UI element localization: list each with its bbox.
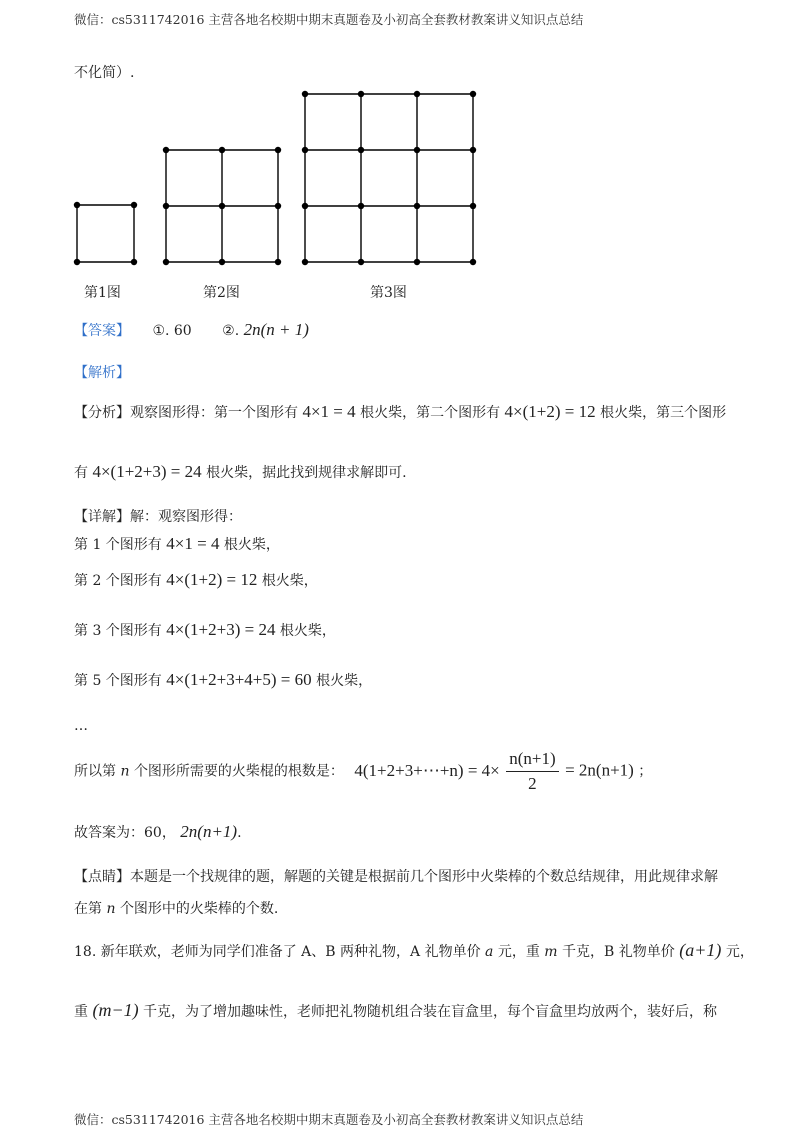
detail-intro-text: 解：观察图形得： — [130, 509, 242, 525]
fenxi-tag: 【分析】 — [74, 405, 130, 421]
answer-tag: 【答案】 — [74, 323, 130, 339]
detail-l2-math: 4×(1+2) = 12 — [166, 570, 258, 589]
detail-line-5 — [74, 670, 372, 690]
comment-n: n — [106, 901, 116, 917]
grid-node — [302, 203, 308, 209]
grid-node — [358, 147, 364, 153]
fenxi-text-2: 根火柴，第二个图形有 — [360, 405, 501, 421]
q18-text-2a: 重 — [74, 1004, 88, 1020]
general-formula-right: = 2n(n+1) — [565, 760, 634, 780]
fenxi-text-5: 根火柴，据此找到规律求解即可. — [206, 465, 407, 481]
grid-node — [358, 91, 364, 97]
comment-line-2 — [74, 898, 278, 918]
fraction-denominator: 2 — [528, 774, 537, 793]
comment-text-1: 本题是一个找规律的题，解题的关键是根据前几个图形中火柴棒的个数总结规律，用此规律求解 — [130, 869, 718, 885]
analysis-tag: 【解析】 — [74, 365, 130, 381]
grid-node — [131, 202, 137, 208]
fenxi-text-4: 有 — [74, 465, 88, 481]
page-footer: 微信：cs5311742016 主营各地名校期中期末真题卷及小初高全套教材教案讲义知识点总结 — [74, 1112, 584, 1127]
grid-node — [275, 147, 281, 153]
fenxi-line-2 — [74, 462, 407, 482]
detail-l5-tail: 根火柴， — [316, 673, 373, 689]
fraction-numerator: n(n+1) — [506, 748, 558, 772]
detail-conclusion — [74, 822, 242, 842]
comment-tag: 【点睛】 — [74, 869, 130, 885]
grid-node — [163, 259, 169, 265]
figure-1-grid — [74, 202, 137, 265]
grid-node — [131, 259, 137, 265]
q18-text-1c: 千克，B 礼物单价 — [562, 944, 675, 960]
general-formula-left: 4(1+2+3+⋯+n) = 4× — [354, 760, 500, 780]
grid-node — [470, 203, 476, 209]
detail-line-2 — [74, 570, 318, 590]
grid-node — [414, 259, 420, 265]
q18-line-1 — [74, 940, 754, 961]
figure-1-caption: 第1图 — [84, 285, 121, 301]
detail-l5-math: 4×(1+2+3+4+5) = 60 — [166, 670, 312, 689]
grid-node — [470, 147, 476, 153]
detail-l5-text: 第 5 个图形有 — [74, 673, 162, 689]
grid-node — [414, 147, 420, 153]
general-fraction — [506, 748, 558, 795]
detail-general-line — [74, 748, 652, 795]
grid-node — [302, 147, 308, 153]
detail-l2-text: 第 2 个图形有 — [74, 573, 162, 589]
grid-node — [74, 259, 80, 265]
detail-l1-tail: 根火柴， — [223, 537, 280, 553]
answer-part-2-prefix: ②. — [222, 323, 240, 339]
fenxi-text-1: 观察图形得：第一个图形有 — [130, 405, 298, 421]
grid-node — [163, 147, 169, 153]
answer-line — [74, 320, 309, 340]
answer-part-1: ①. 60 — [152, 323, 192, 339]
fenxi-math-1: 4×1 = 4 — [302, 402, 356, 421]
q18-text-1d: 元， — [725, 944, 754, 960]
page-header: 微信：cs5311742016 主营各地名校期中期末真题卷及小初高全套教材教案讲义知识点总结 — [74, 12, 584, 27]
grid-node — [219, 203, 225, 209]
comment-text-2a: 在第 — [74, 901, 102, 917]
grid-node — [358, 203, 364, 209]
detail-l2-tail: 根火柴， — [261, 573, 318, 589]
q18-a: a — [485, 944, 494, 960]
answer-expression: 2n(n + 1) — [243, 320, 309, 339]
detail-line-1 — [74, 534, 280, 554]
general-text-b: 个图形所需要的火柴棍的根数是： — [133, 763, 344, 780]
grid-node — [302, 259, 308, 265]
fenxi-line-1 — [74, 402, 726, 422]
comment-text-2b: 个图形中的火柴棒的个数. — [119, 901, 279, 917]
detail-l3-text: 第 3 个图形有 — [74, 623, 162, 639]
grid-node — [163, 203, 169, 209]
figure-3-grid — [302, 91, 476, 265]
q18-expr-2: (m−1) — [92, 1000, 139, 1020]
detail-tag: 【详解】 — [74, 509, 130, 525]
grid-node — [219, 259, 225, 265]
grid-node — [358, 259, 364, 265]
figure-2-grid — [163, 147, 281, 265]
detail-intro — [74, 506, 242, 526]
general-end: ； — [638, 763, 653, 780]
detail-l3-math: 4×(1+2+3) = 24 — [166, 620, 276, 639]
detail-ellipsis: … — [74, 718, 88, 734]
fenxi-math-3: 4×(1+2+3) = 24 — [92, 462, 202, 481]
grid-node — [275, 203, 281, 209]
grid-node — [302, 91, 308, 97]
general-text-a: 所以第 — [74, 763, 116, 780]
matchstick-figures — [0, 0, 800, 300]
detail-l1-math: 4×1 = 4 — [166, 534, 220, 553]
grid-node — [275, 259, 281, 265]
grid-node — [219, 147, 225, 153]
q18-text-1b: 元，重 — [497, 944, 540, 960]
q18-text-1: 18. 新年联欢，老师为同学们准备了 A、B 两种礼物，A 礼物单价 — [74, 944, 481, 960]
q18-expr-1: (a+1) — [679, 940, 722, 960]
figure-2-caption: 第2图 — [203, 285, 240, 301]
detail-l3-tail: 根火柴， — [279, 623, 336, 639]
q18-line-2 — [74, 1000, 717, 1021]
intro-tail: 不化简）. — [74, 65, 135, 81]
q18-text-2b: 千克，为了增加趣味性，老师把礼物随机组合装在盲盒里，每个盲盒里均放两个，装好后，称 — [143, 1004, 718, 1020]
grid-node — [414, 91, 420, 97]
conclusion-math: 2n(n+1) — [180, 822, 238, 841]
fenxi-math-2: 4×(1+2) = 12 — [504, 402, 596, 421]
comment-line-1 — [74, 866, 718, 886]
grid-node — [470, 259, 476, 265]
grid-node — [470, 91, 476, 97]
conclusion-end: . — [237, 825, 242, 841]
figure-3-caption: 第3图 — [370, 285, 407, 301]
grid-node — [414, 203, 420, 209]
detail-l1-text: 第 1 个图形有 — [74, 537, 162, 553]
fenxi-text-3: 根火柴，第三个图形 — [600, 405, 727, 421]
conclusion-text: 故答案为：60， — [74, 825, 176, 841]
grid-node — [74, 202, 80, 208]
detail-line-3 — [74, 620, 336, 640]
q18-m: m — [544, 944, 558, 960]
general-n: n — [120, 763, 130, 780]
